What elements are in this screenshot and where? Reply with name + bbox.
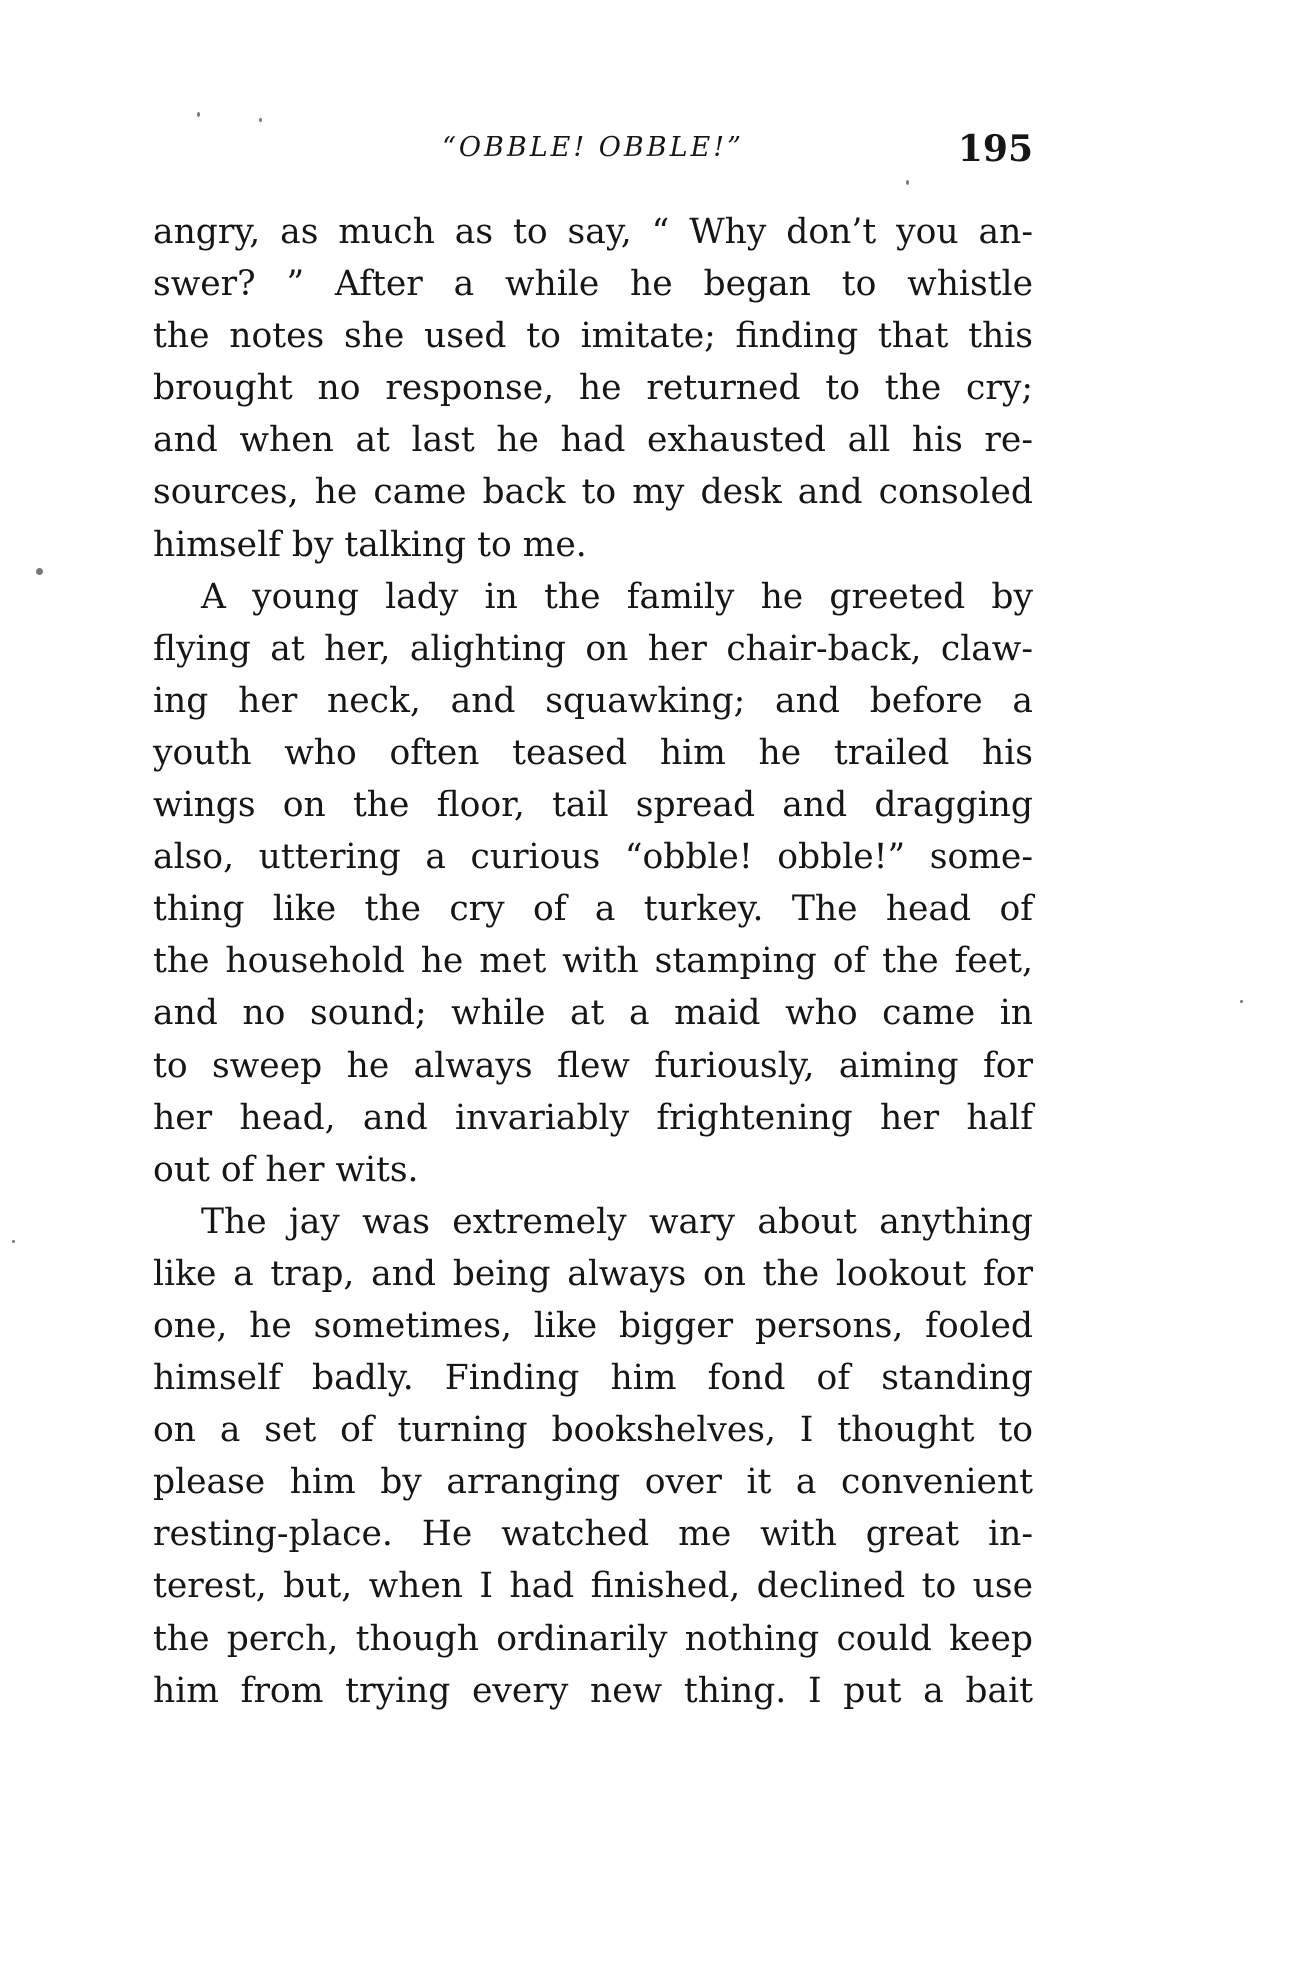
text-line: and no sound; while at a maid who came in [153, 993, 1033, 1034]
text-line: on a set of turning bookshelves, I thought to [153, 1410, 1033, 1451]
text-line: himself badly. Finding him fond of standing [153, 1358, 1033, 1399]
text-line: swer? ” After a while he began to whistle [153, 264, 1033, 305]
text-line: wings on the floor, tail spread and dragging [153, 785, 1033, 826]
text-line: thing like the cry of a turkey. The head of [153, 889, 1033, 930]
text-line: resting-place. He watched me with great in- [153, 1514, 1033, 1555]
page-number: 195 [957, 128, 1033, 170]
text-line: flying at her, alighting on her chair-back, claw- [153, 628, 1033, 669]
running-title: “OBBLE! OBBLE!” [442, 132, 744, 163]
text-line: like a trap, and being always on the lookout for [153, 1253, 1033, 1294]
text-line: youth who often teased him he trailed his [153, 732, 1033, 773]
text-line: The jay was extremely wary about anything [201, 1201, 1033, 1242]
text-line: him from trying every new thing. I put a bait [153, 1670, 1033, 1711]
text-line: ing her neck, and squawking; and before a [153, 680, 1033, 721]
text-line: sources, he came back to my desk and consoled [153, 472, 1033, 513]
text-line: and when at last he had exhausted all his re- [153, 420, 1033, 461]
text-line: angry, as much as to say, “ Why don’t you an- [153, 212, 1033, 252]
text-line: brought no response, he returned to the cry; [153, 368, 1033, 409]
text-line: also, uttering a curious “obble! obble!” some- [153, 837, 1033, 878]
text-line: to sweep he always flew furiously, aiming for [153, 1045, 1033, 1086]
text-line: the perch, though ordinarily nothing could keep [153, 1618, 1033, 1659]
text-line: her head, and invariably frightening her half [153, 1097, 1033, 1138]
text-line: terest, but, when I had finished, declined to use [153, 1566, 1033, 1607]
text-line: out of her wits. [153, 1149, 419, 1190]
scan-speck [36, 568, 43, 575]
running-head [153, 128, 1033, 178]
scan-speck [197, 112, 200, 117]
text-line: the household he met with stamping of the feet, [153, 941, 1033, 982]
scan-speck [12, 1240, 15, 1243]
text-line: himself by talking to me. [153, 524, 587, 565]
scan-speck [259, 118, 262, 122]
text-line: the notes she used to imitate; finding that this [153, 316, 1033, 357]
text-line: please him by arranging over it a convenient [153, 1462, 1033, 1503]
scan-speck [1240, 1000, 1243, 1003]
scan-speck [906, 180, 909, 185]
body-text [153, 206, 1033, 1717]
text-line: one, he sometimes, like bigger persons, fooled [153, 1305, 1033, 1346]
text-line: A young lady in the family he greeted by [201, 576, 1033, 617]
